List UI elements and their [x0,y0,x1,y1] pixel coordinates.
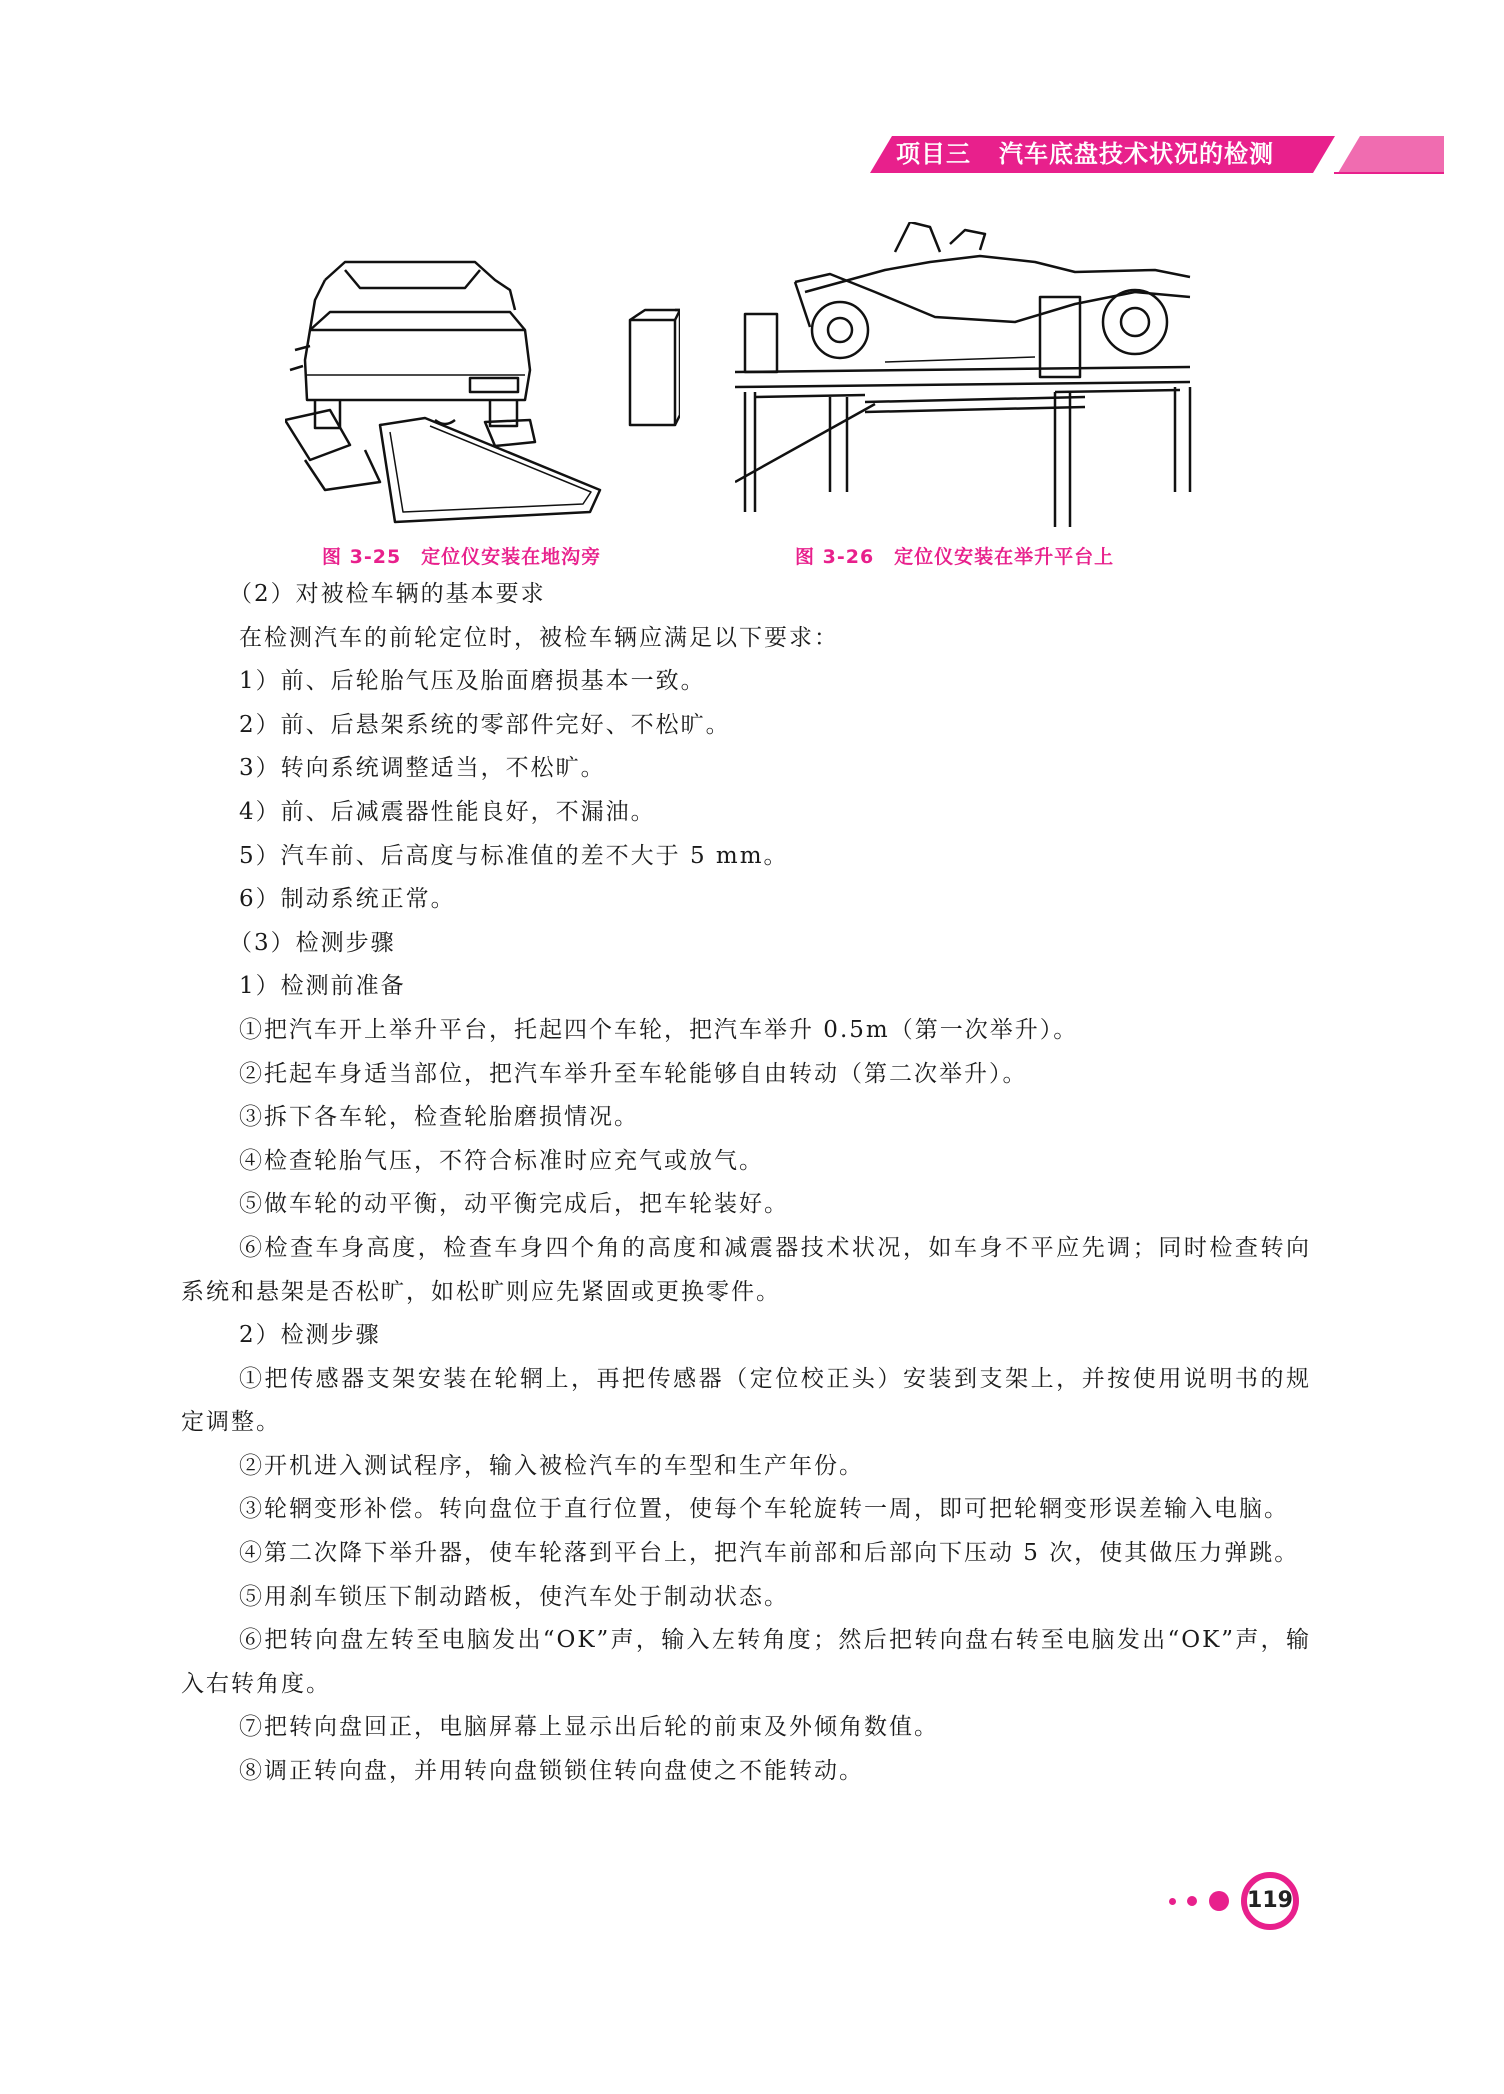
paragraph: （2）对被检车辆的基本要求 [229,581,546,607]
paragraph: 在检测汽车的前轮定位时，被检车辆应满足以下要求： [239,624,839,651]
figure-3-25-number: 图 3-25 [322,546,402,568]
paragraph: ②开机进入测试程序，输入被检汽车的车型和生产年份。 [239,1452,864,1479]
decor-dot-icon [1169,1898,1176,1905]
paragraph: ④第二次降下举升器，使车轮落到平台上，把汽车前部和后部向下压动 5 次，使其做压力弹跳。 [239,1540,1300,1567]
paragraph: 1）检测前准备 [239,973,406,1000]
body-text [181,573,1311,1794]
paragraph: ⑧调正转向盘，并用转向盘锁锁住转向盘使之不能转动。 [239,1758,864,1785]
figure-3-25-image [285,250,680,530]
paragraph: ③轮辋变形补偿。转向盘位于直行位置，使每个车轮旋转一周，即可把轮辋变形误差输入电脑。 [239,1496,1289,1523]
paragraph: 6）制动系统正常。 [239,886,456,913]
paragraph: 3）转向系统调整适当，不松旷。 [239,755,606,782]
paragraph: 1）前、后轮胎气压及胎面磨损基本一致。 [239,668,706,695]
page-number: 119 [1241,1872,1299,1930]
header-band-tail [1338,136,1444,173]
paragraph: 2）前、后悬架系统的零部件完好、不松旷。 [239,711,731,738]
paragraph: （3）检测步骤 [229,929,396,956]
header-project: 项目三 [896,140,971,168]
page-number-badge [1165,1870,1315,1940]
running-header [896,136,1274,173]
paragraph: ②托起车身适当部位，把汽车举升至车轮能够自由转动（第二次举升）。 [239,1060,1028,1087]
paragraph: ①把传感器支架安装在轮辋上，再把传感器（定位校正头）安装到支架上，并按使用说明书的规定调整。 [181,1365,1311,1436]
paragraph: ③拆下各车轮，检查轮胎磨损情况。 [239,1104,639,1131]
paragraph: ①把汽车开上举升平台，托起四个车轮，把汽车举升 0.5m（第一次举升）。 [239,1016,1079,1043]
paragraph: 2）检测步骤 [239,1322,381,1349]
figure-3-26-caption [795,542,1114,569]
paragraph: ⑥把转向盘左转至电脑发出“OK”声，输入左转角度；然后把转向盘右转至电脑发出“OK”声，输入右转角度。 [181,1627,1311,1697]
figure-3-25-title: 定位仪安装在地沟旁 [421,546,602,568]
paragraph: ⑥检查车身高度，检查车身四个角的高度和减震器技术状况，如车身不平应先调；同时检查转向系统和悬架是否松旷，如松旷则应先紧固或更换零件。 [181,1234,1311,1305]
paragraph: ⑤用刹车锁压下制动踏板，使汽车处于制动状态。 [239,1583,789,1610]
header-underline [1334,172,1444,174]
figure-3-25-caption [322,542,601,569]
paragraph: ⑤做车轮的动平衡，动平衡完成后，把车轮装好。 [239,1191,789,1218]
decor-dot-icon [1209,1891,1229,1911]
figure-3-26-title: 定位仪安装在举升平台上 [894,546,1115,568]
figure-3-26-number: 图 3-26 [795,546,875,568]
paragraph: 4）前、后减震器性能良好，不漏油。 [239,798,656,825]
header-title: 汽车底盘技术状况的检测 [999,140,1274,168]
figure-3-26-image [735,222,1195,527]
paragraph: 5）汽车前、后高度与标准值的差不大于 5 mm。 [239,842,789,869]
decor-dot-icon [1187,1896,1197,1906]
paragraph: ⑦把转向盘回正，电脑屏幕上显示出后轮的前束及外倾角数值。 [239,1714,939,1741]
paragraph: ④检查轮胎气压，不符合标准时应充气或放气。 [239,1147,764,1174]
